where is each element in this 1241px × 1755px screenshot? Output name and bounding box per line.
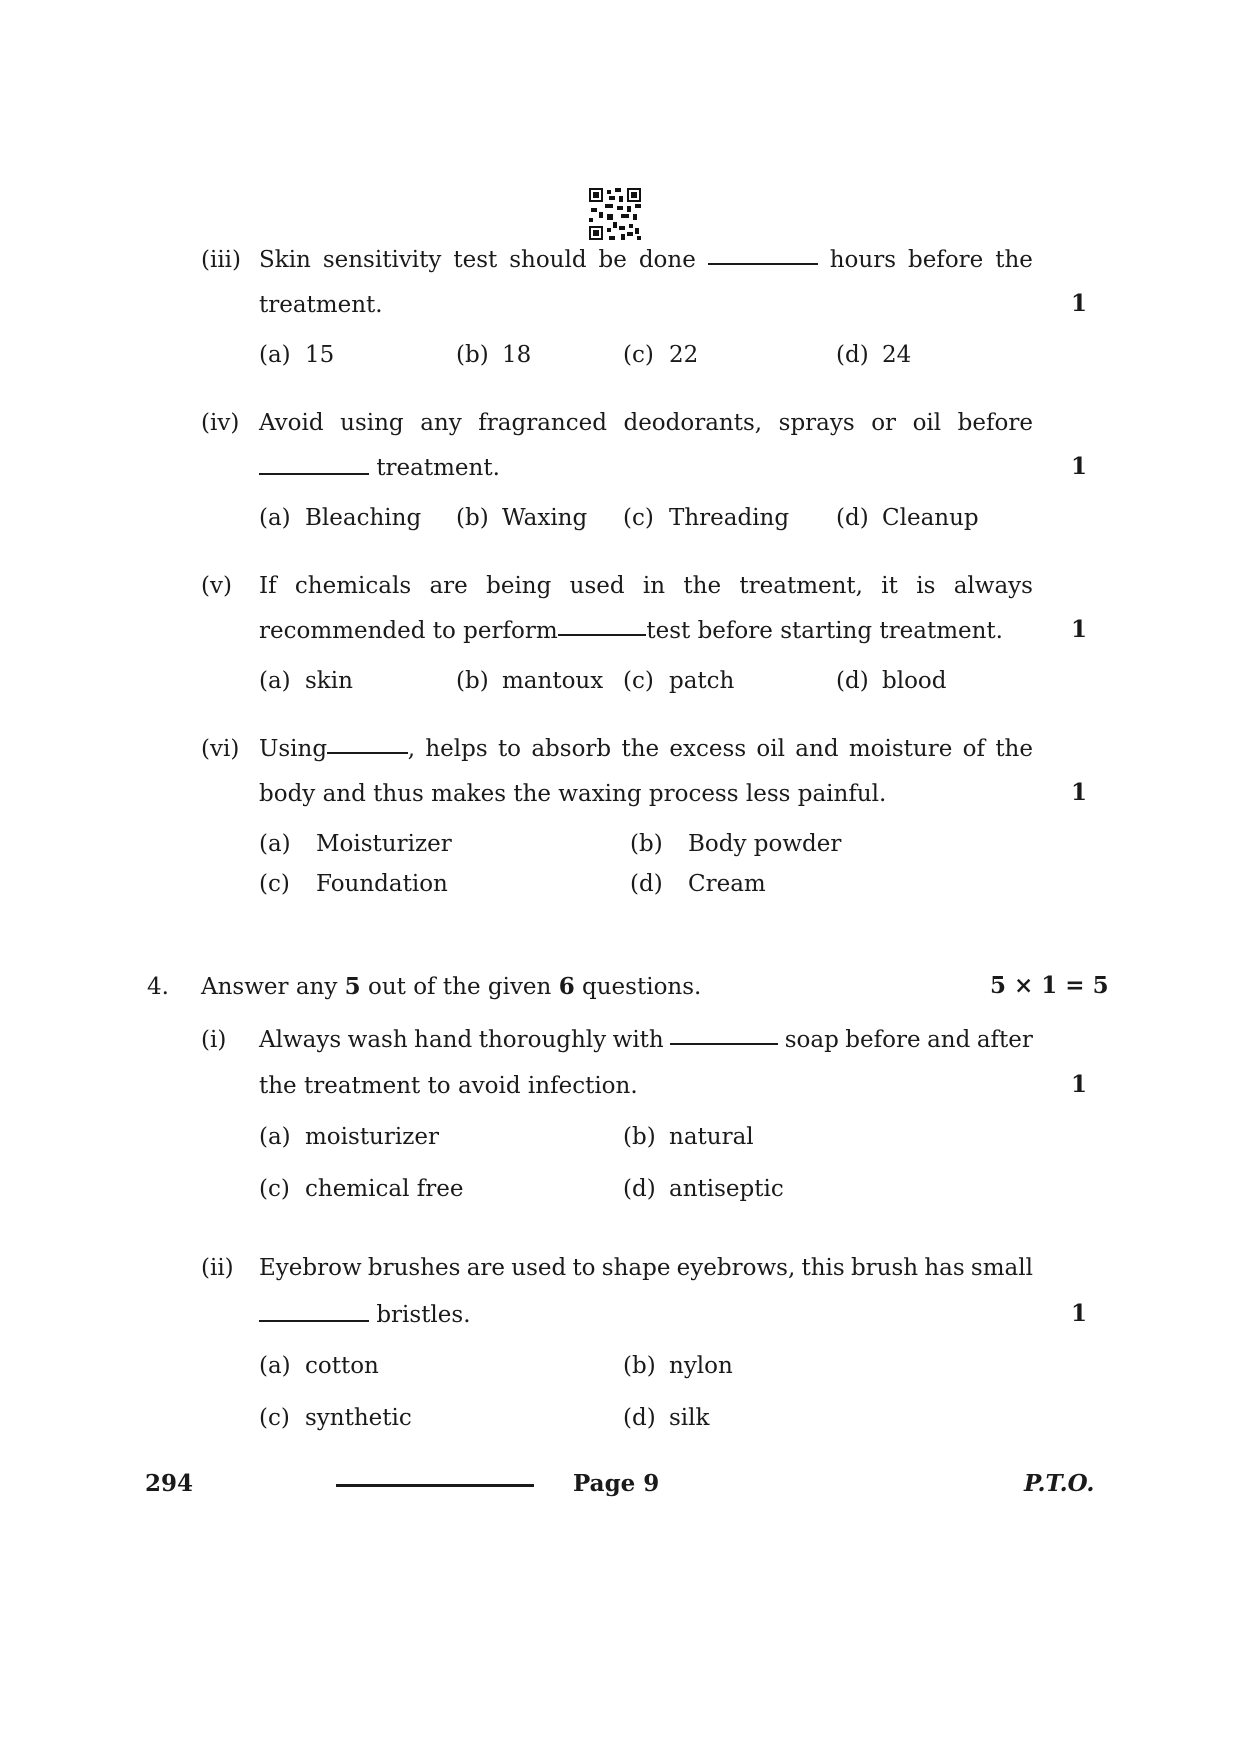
word: in (642, 573, 666, 599)
word: soap (784, 1027, 839, 1053)
word: using (340, 410, 404, 436)
word: to (572, 1255, 596, 1281)
word: used (569, 573, 625, 599)
option-label: (b) (456, 505, 489, 531)
word: Always (259, 1027, 342, 1053)
footer-rule (336, 1484, 534, 1487)
word: thoroughly (478, 1027, 607, 1053)
option-label: (a) (259, 668, 291, 694)
word: small (970, 1255, 1033, 1281)
word: are (466, 1255, 506, 1281)
mark-value: 1 (1071, 1071, 1088, 1098)
question-text-line (259, 616, 1003, 646)
question-text-line (259, 408, 1033, 438)
word: fragranced (478, 410, 607, 436)
answer-blank (708, 245, 818, 265)
word: it (881, 573, 898, 599)
option-label: (b) (456, 668, 489, 694)
option-text: skin (305, 668, 353, 694)
question-text-line (259, 734, 1033, 764)
question-text-line (259, 1300, 471, 1330)
word: Avoid (259, 410, 324, 436)
word: 5 (344, 973, 361, 1000)
option-text: patch (669, 668, 735, 694)
word: with (612, 1027, 664, 1053)
word: Answer any (201, 974, 338, 1000)
option-label: (b) (630, 831, 663, 857)
option-label: (c) (623, 505, 654, 531)
word: this (801, 1255, 845, 1281)
question-number: (vi) (201, 736, 240, 762)
word: the (683, 573, 722, 599)
question-number: (v) (201, 573, 232, 599)
page-number: Page 9 (573, 1470, 660, 1497)
word: sprays (778, 410, 855, 436)
option-label: (a) (259, 831, 291, 857)
word: and (927, 1027, 971, 1053)
option-text: synthetic (305, 1405, 412, 1431)
option-label: (c) (259, 1405, 290, 1431)
word: before (957, 410, 1033, 436)
word: test (453, 247, 498, 273)
word: treatment, (739, 573, 863, 599)
word: shape (601, 1255, 671, 1281)
option-label: (c) (259, 1176, 290, 1202)
question-text-line (259, 571, 1033, 601)
word: the (995, 247, 1033, 273)
option-label: (a) (259, 1124, 291, 1150)
word: sensitivity (322, 247, 442, 273)
word: being (486, 573, 552, 599)
answer-blank (327, 734, 408, 754)
word: Skin (259, 247, 311, 273)
question-text-line (259, 245, 1033, 275)
word: hours (829, 247, 897, 273)
answer-blank (259, 1302, 369, 1322)
word: before (907, 247, 984, 273)
option-text: Bleaching (305, 505, 422, 531)
option-label: (a) (259, 342, 291, 368)
word: oil (912, 410, 942, 436)
word: test before starting treatment. (646, 618, 1003, 644)
option-label: (b) (623, 1124, 656, 1150)
word: brushes (367, 1255, 461, 1281)
question-text-line: body and thus makes the waxing process less painful. (259, 781, 887, 807)
option-text: nylon (669, 1353, 733, 1379)
word: be (598, 247, 627, 273)
question-number: (iv) (201, 410, 240, 436)
word: deodorants, (623, 410, 763, 436)
word: before (845, 1027, 921, 1053)
option-label: (d) (630, 871, 663, 897)
qr-code (589, 188, 641, 240)
question-number: (ii) (201, 1255, 234, 1281)
word: has (924, 1255, 965, 1281)
word: eyebrows, (676, 1255, 796, 1281)
answer-blank (259, 455, 369, 475)
paper-code: 294 (145, 1470, 194, 1497)
question-text-line: treatment. (259, 292, 383, 318)
option-label: (d) (836, 342, 869, 368)
question-text-line: the treatment to avoid infection. (259, 1073, 638, 1099)
pto-label: P.T.O. (1024, 1470, 1095, 1497)
option-text: Threading (669, 505, 790, 531)
word: treatment. (376, 455, 500, 481)
question-text-line (259, 1253, 1033, 1283)
option-text: antiseptic (669, 1176, 784, 1202)
word: Eyebrow (259, 1255, 362, 1281)
option-text: Waxing (502, 505, 588, 531)
mark-value: 1 (1071, 290, 1088, 317)
word: done (638, 247, 696, 273)
word: should (509, 247, 587, 273)
word: after (976, 1027, 1033, 1053)
word: hand (414, 1027, 473, 1053)
option-text: blood (882, 668, 947, 694)
question-number: 4. (147, 974, 169, 1000)
question-text-line (259, 1025, 1033, 1055)
word: , helps to absorb the excess oil and moisture of the (407, 736, 1033, 762)
option-label: (a) (259, 1353, 291, 1379)
mark-value: 1 (1071, 616, 1088, 643)
question-number: (i) (201, 1027, 227, 1053)
word: out of the given (368, 974, 552, 1000)
mark-value: 1 (1071, 779, 1088, 806)
question-instruction (201, 972, 701, 1002)
option-text: 15 (305, 342, 335, 368)
word: 6 (558, 973, 575, 1000)
word: always (953, 573, 1033, 599)
option-text: Cleanup (882, 505, 979, 531)
option-label: (b) (623, 1353, 656, 1379)
option-label: (a) (259, 505, 291, 531)
option-text: chemical free (305, 1176, 464, 1202)
word: chemicals (294, 573, 412, 599)
word: brush (850, 1255, 919, 1281)
option-label: (d) (836, 668, 869, 694)
option-text: moisturizer (305, 1124, 439, 1150)
option-text: Moisturizer (316, 831, 452, 857)
mark-value: 1 (1071, 453, 1088, 480)
answer-blank (558, 616, 647, 636)
option-label: (c) (623, 342, 654, 368)
word: bristles. (376, 1302, 471, 1328)
option-label: (c) (259, 871, 290, 897)
option-label: (b) (456, 342, 489, 368)
option-label: (c) (623, 668, 654, 694)
option-label: (d) (836, 505, 869, 531)
question-text-line (259, 453, 500, 483)
option-text: natural (669, 1124, 754, 1150)
option-label: (d) (623, 1176, 656, 1202)
option-label: (d) (623, 1405, 656, 1431)
word: wash (347, 1027, 408, 1053)
word: questions. (582, 974, 702, 1000)
word: is (916, 573, 936, 599)
option-text: Foundation (316, 871, 448, 897)
option-text: 18 (502, 342, 532, 368)
option-text: 22 (669, 342, 699, 368)
option-text: Body powder (688, 831, 842, 857)
section-marks: 5 × 1 = 5 (990, 972, 1109, 999)
option-text: 24 (882, 342, 912, 368)
mark-value: 1 (1071, 1300, 1088, 1327)
option-text: Cream (688, 871, 766, 897)
option-text: mantoux (502, 668, 604, 694)
option-text: silk (669, 1405, 710, 1431)
question-number: (iii) (201, 247, 242, 273)
word: used (511, 1255, 567, 1281)
word: If (259, 573, 277, 599)
word: or (871, 410, 897, 436)
option-text: cotton (305, 1353, 379, 1379)
word: any (420, 410, 462, 436)
word: are (429, 573, 468, 599)
word: Using (259, 736, 328, 762)
answer-blank (670, 1025, 778, 1045)
word: recommended to perform (259, 618, 558, 644)
